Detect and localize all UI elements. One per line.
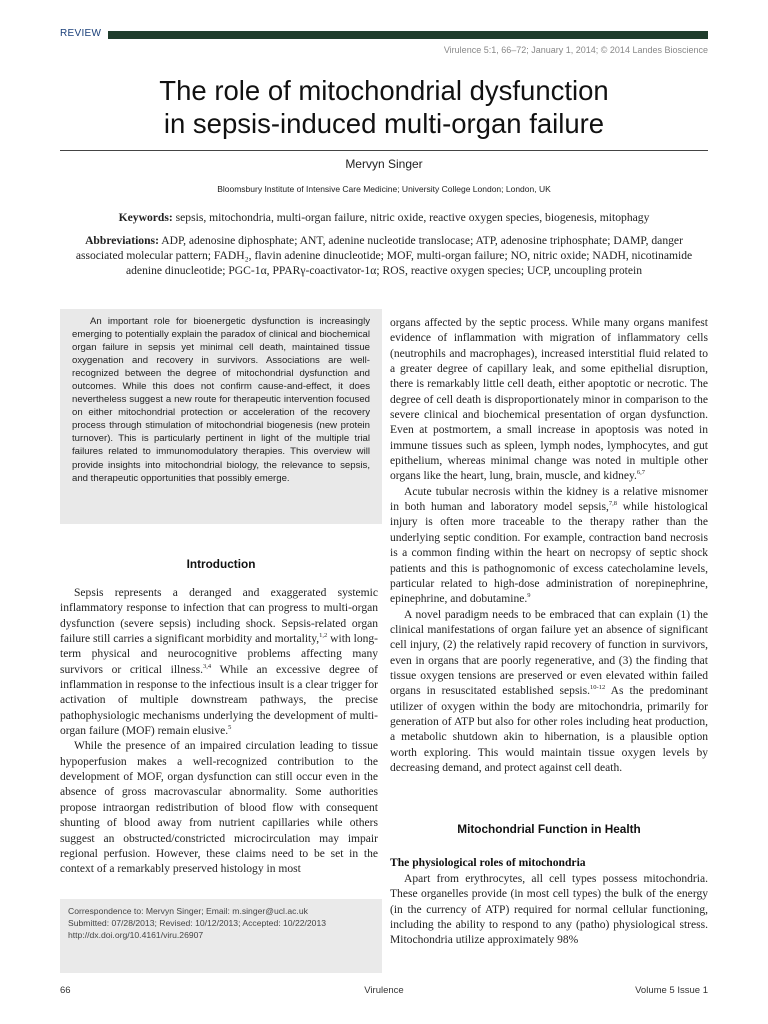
paragraph	[390, 608, 708, 777]
citation-ref: 10-12	[590, 684, 606, 692]
abbreviations-text: ADP, adenosine diphosphate; ANT, adenine nucleotide translocase; ATP, adenosine triphosphate; DAMP, danger associated molecular pattern; FADH₂, flavin adenine dinucleotide; MOF, multi-organ failure; NO, nitric oxide; NADH, nicotinamide adenine dinucleotide; PGC-1α, PPARγ-coactivator-1α; ROS, reactive oxygen species; UCP, uncoupling protein	[75, 234, 693, 277]
right-column-body	[390, 316, 708, 776]
text-run: with long-term physical and neurocognitive problems affecting many survivors or critical illness.	[60, 633, 378, 676]
submission-dates: Submitted: 07/28/2013; Revised: 10/12/2013; Accepted: 10/22/2013	[68, 918, 327, 929]
section-heading-introduction: Introduction	[186, 557, 256, 571]
abbreviations	[60, 233, 708, 278]
keywords-text: sepsis, mitochondria, multi-organ failure, nitric oxide, reactive oxygen species, biogenesis, mitophagy	[175, 211, 650, 224]
text-run: Sepsis represents a deranged and exaggerated systemic inflammatory response to infection that can progress to multi-organ dysfunction (severe sepsis) including shock. Sepsis-related organ failure still carries a significant morbidity and mortality,	[60, 587, 378, 646]
paragraph: Apart from erythrocytes, all cell types possess mitochondria. These organelles provide (in most cell types) the bulk of the energy (in the currency of ATP) required for normal cellular functioning, including the ability to respond to any (patho) physiological stress. Mitochondria utilize approximately 98%	[390, 873, 708, 947]
abstract-box	[60, 309, 382, 524]
paragraph: While the presence of an impaired circulation leading to tissue hypoperfusion makes a well-recognized contribution to the development of MOF, organ dysfunction can still occur even in the absence of gross macrovascular abnormality. Some authorities propose intraorgan redistribution of blood flow with consequent shunting of blood away from nutrient capillaries while others suggest an obstructed/constricted microcirculation may impair regional perfusion. However, these claims need to be set in the context of a remarkably preserved histology in most	[60, 740, 378, 876]
header-rule	[108, 31, 708, 39]
title-divider	[60, 150, 708, 151]
text-run: Acute tubular necrosis within the kidney is a relative misnomer in both human and laboratory model sepsis,	[390, 485, 708, 514]
footer-volume: Volume 5 Issue 1	[635, 985, 708, 996]
citation-ref: 9	[527, 592, 531, 600]
text-run: As the predominant utilizer of oxygen within the body are mitochondria, primarily for generation of ATP but also for other roles including heat production, a metabolic shutdown akin to hibernation, is a plausible option worth exploring. This would maintain tissue oxygen levels by decreasing demand, and protect against cell death.	[390, 685, 709, 774]
article-title	[60, 74, 708, 140]
citation-ref: 1,2	[319, 632, 328, 640]
text-run: organs affected by the septic process. While many organs manifest evidence of inflammation with migration of inflammatory cells (neutrophils and macrophages), increased interstitial fluid related to a greater degree of capillary leak, and some epithelial disruption, there is remarkably little cell death, either apoptotic or necrotic. The degree of cell death is disproportionately minor in comparison to the severe clinical and biochemical presentation of organ dysfunction. Even at postmortem, a small increase in apoptosis was noted in immune tissues such as spleen, lymph nodes, lymphocytes, and gut epithelium, whereas minimal change was noted in multiple other organs like the heart, lung, brain, muscle, and kidney.	[390, 317, 708, 483]
text-run: while histological injury is often more traceable to the therapy rather than the underlying septic condition. For example, contraction band necrosis is a common finding within the heart on necropsy of septic shock patients and this is pathognomonic of excess catecholamine levels, particular related to high-dose administration of norepinephrine, epinephrine, and dobutamine.	[390, 501, 709, 606]
title-line-1: The role of mitochondrial dysfunction	[159, 75, 609, 106]
citation-ref: 3,4	[203, 662, 212, 670]
left-column-body	[60, 586, 378, 876]
paragraph	[60, 586, 378, 739]
subsection-heading: The physiological roles of mitochondria	[390, 856, 586, 869]
correspondence-box	[60, 899, 382, 973]
title-line-2: in sepsis-induced multi-organ failure	[163, 108, 605, 139]
author-affiliation: Bloomsbury Institute of Intensive Care Medicine; University College London; London, UK	[217, 184, 551, 194]
citation-ref: 5	[228, 724, 232, 732]
footer-journal: Virulence	[364, 985, 404, 996]
section-heading-mitochondrial-function: Mitochondrial Function in Health	[457, 822, 641, 836]
journal-citation: Virulence 5:1, 66–72; January 1, 2014; © 2014 Landes Bioscience	[443, 45, 708, 55]
page-number: 66	[60, 985, 71, 996]
text-run: While an excessive degree of inflammation in response to the infectious insult is a clear trigger for activation of multiple downstream pathways, the precise pathophysiologic mechanisms underlying the development of multi-organ failure (MOF) remain elusive.	[60, 663, 378, 738]
doi-link[interactable]: http://dx.doi.org/10.4161/viru.26907	[68, 930, 204, 941]
correspondence-line: Correspondence to: Mervyn Singer; Email: m.singer@ucl.ac.uk	[68, 906, 308, 916]
paragraph	[390, 485, 708, 608]
text-run: A novel paradigm needs to be embraced that can explain (1) the clinical manifestations of organ failure yet an absence of significant cell injury, (2) the relatively rapid recovery of function in survivors, even in organs that are poorly regenerative, and (3) the finding that tissue oxygen tensions are preserved or even elevated within failed organs in resuscitated established sepsis.	[390, 608, 708, 698]
paragraph	[390, 316, 708, 485]
citation-ref: 7,8	[608, 500, 617, 508]
author-name: Mervyn Singer	[345, 157, 423, 171]
section-tag: REVIEW	[60, 28, 102, 39]
right-column-body-lower	[390, 872, 708, 949]
citation-ref: 6,7	[636, 469, 646, 477]
abbreviations-label: Abbreviations:	[85, 234, 159, 247]
abstract-text: An important role for bioenergetic dysfunction is increasingly emerging to potentially explain the paradox of clinical and biochemical organ failure in sepsis yet minimal cell death, maintained tissue oxygenation and recovery in survivors. Associations are well-recognized between the degree of mitochondrial dysfunction and outcomes. While this does not confirm cause-and-effect, it does nevertheless suggest a new route for therapeutic intervention focused on either mitochondrial protection or acceleration of the recovery process through stimulation of mitochondrial biogenesis (new protein turnover). This is particularly pertinent in light of the multiple trial failures related to immunomodulatory therapies. This overview will provide insights into mitochondrial biology, the relevance to sepsis, and therapeutic opportunities that possibly emerge.	[72, 316, 370, 484]
keywords	[60, 210, 708, 225]
keywords-label: Keywords:	[118, 211, 173, 224]
